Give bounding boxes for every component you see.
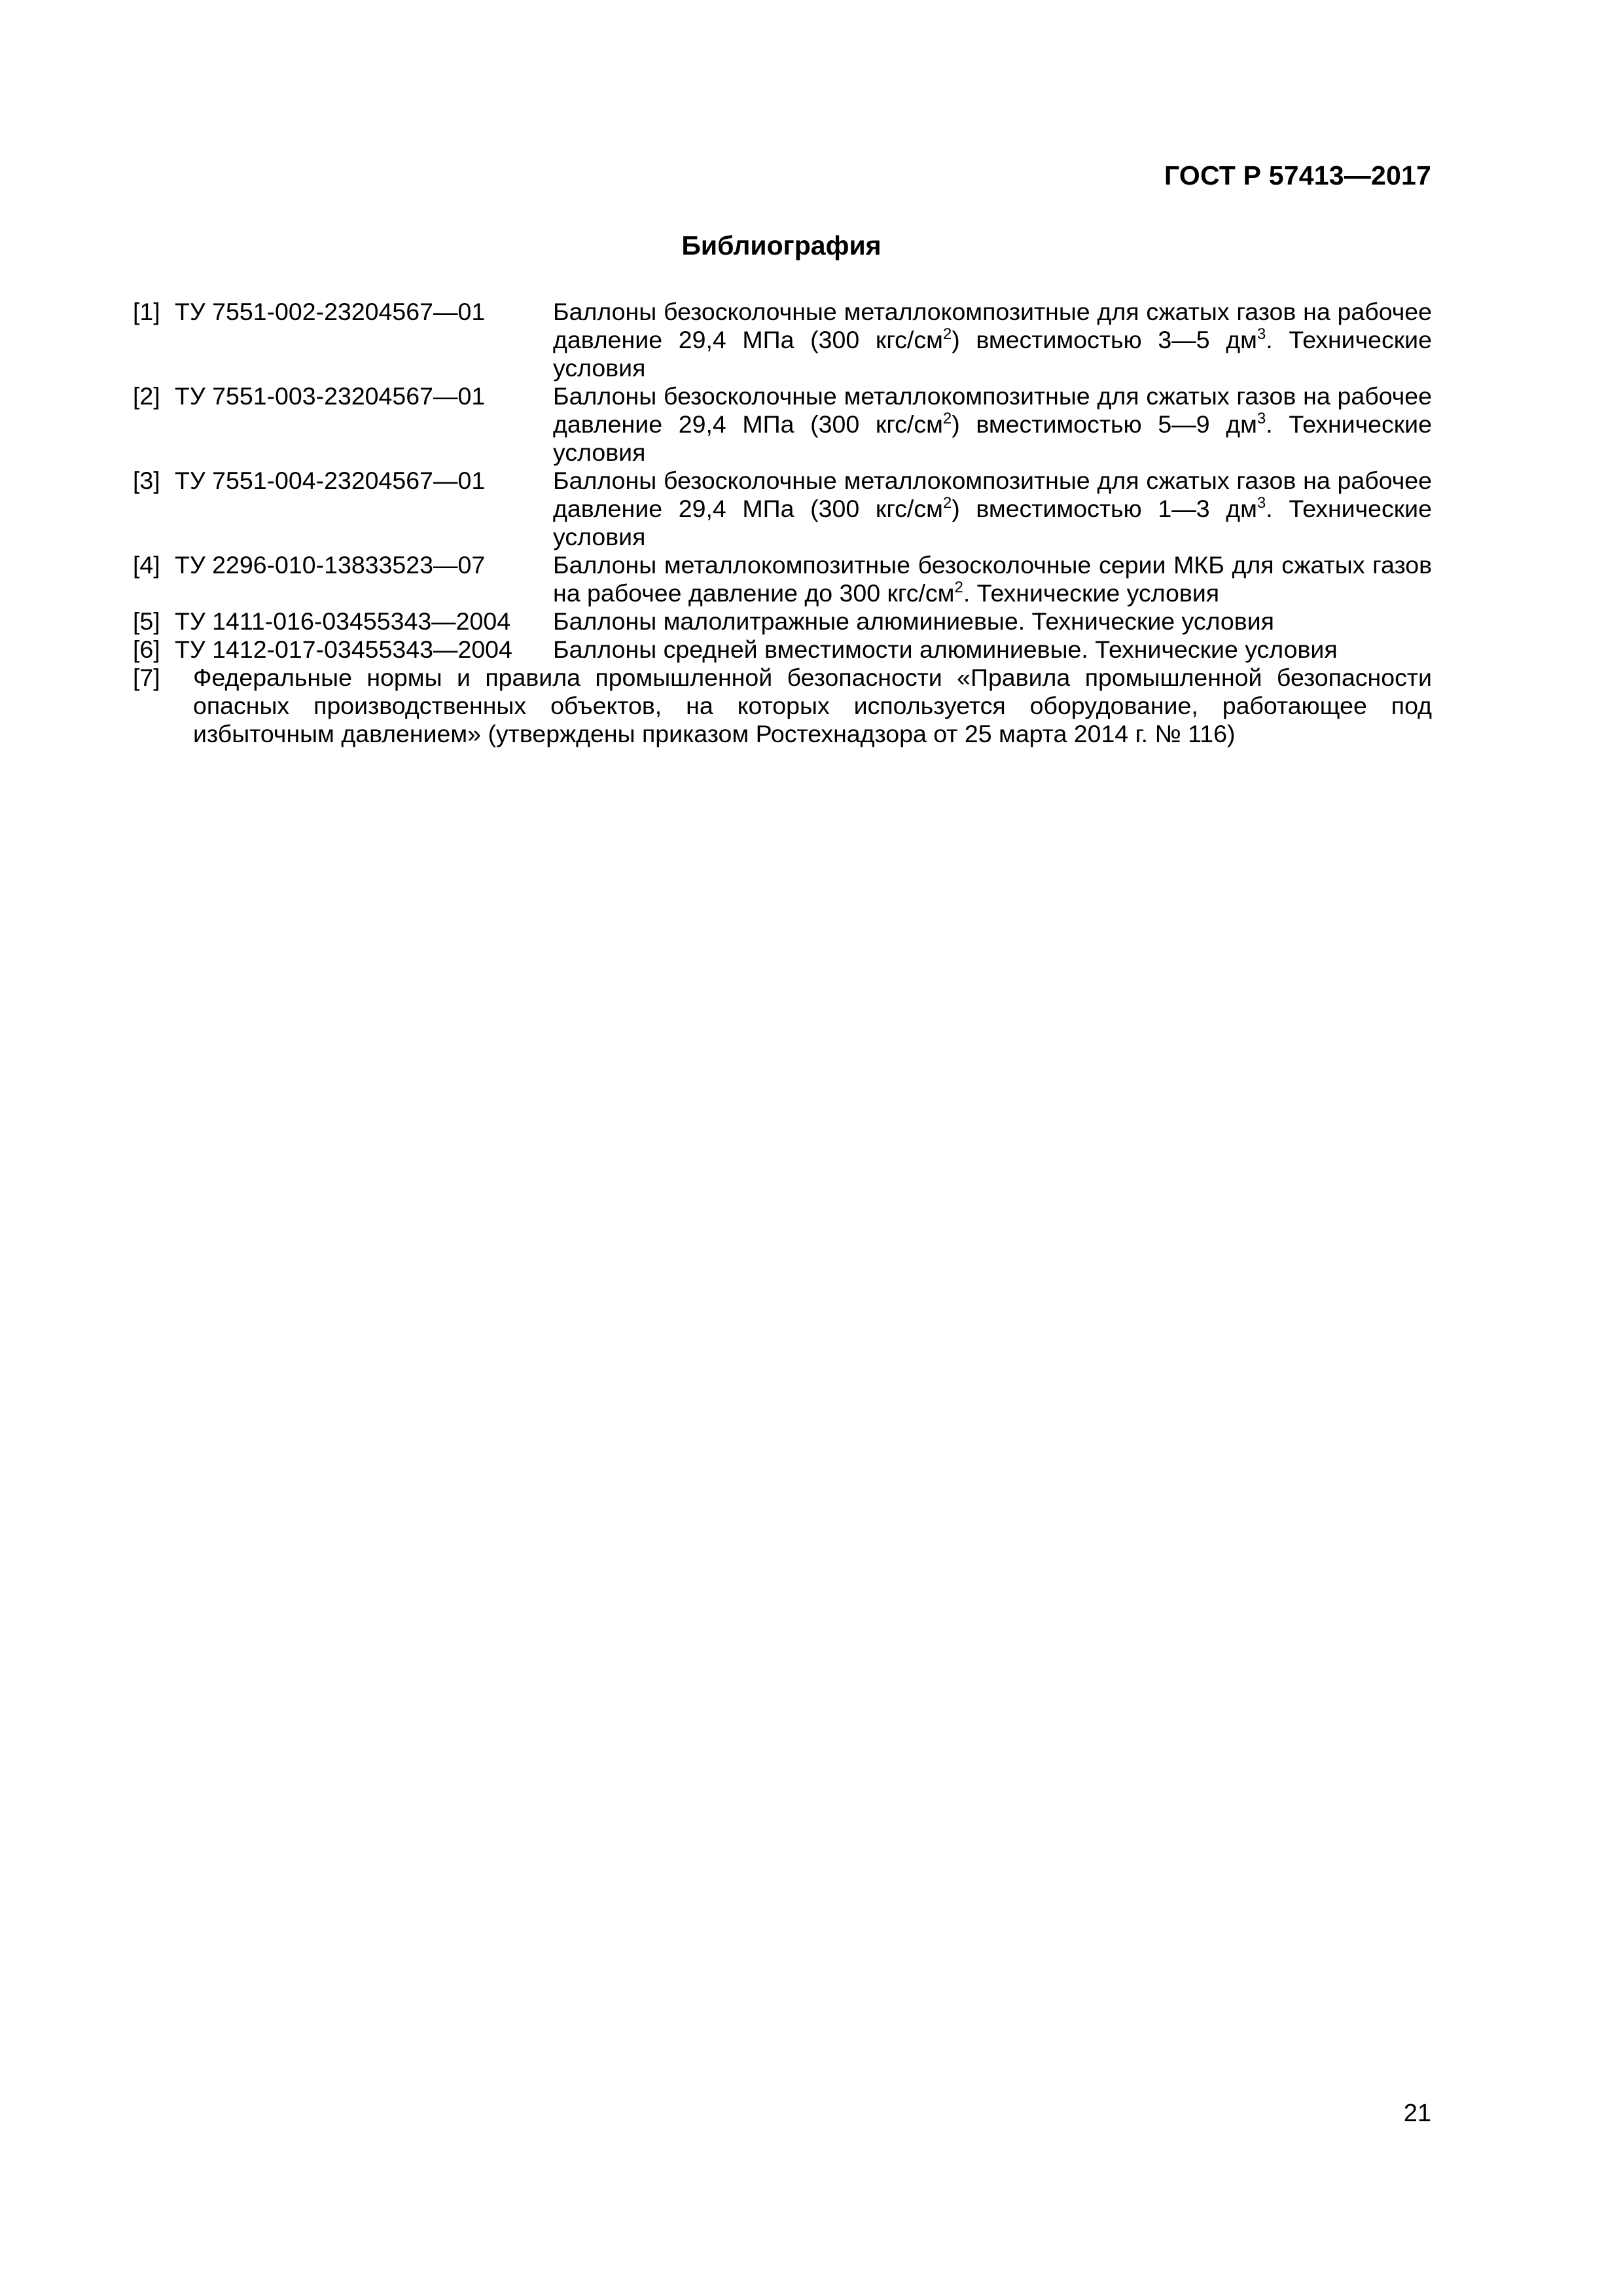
entry-number: [7]: [133, 664, 160, 691]
entry-description: Баллоны безосколочные металлокомпозитные для сжатых газов на рабочее давление 29,4 МПа (300 кгс/$см^2$) вместимостью 3—5 $дм^3$. Технические условия: [553, 298, 1432, 382]
entry-number: [4]: [133, 551, 160, 579]
entry-description: Баллоны малолитражные алюминиевые. Технические условия: [553, 607, 1274, 635]
entry-code: ТУ 7551-003-23204567—01: [175, 382, 486, 410]
entry-description: Баллоны безосколочные металлокомпозитные для сжатых газов на рабочее давление 29,4 МПа (300 кгс/$см^2$) вместимостью 5—9 $дм^3$. Технические условия: [553, 382, 1432, 466]
entry-number: [3]: [133, 467, 160, 494]
bibliography-entry: [133, 467, 1432, 551]
entry-code: ТУ 7551-004-23204567—01: [175, 467, 486, 494]
entry-description: Баллоны металлокомпозитные безосколочные серии МКБ для сжатых газов на рабочее давление до 300 кгс/$см^2$. Технические условия: [553, 551, 1432, 607]
bibliography-entry: [133, 298, 1432, 382]
entry-description: Баллоны средней вместимости алюминиевые. Технические условия: [553, 636, 1338, 663]
entry-number: [6]: [133, 636, 160, 663]
entry-code: ТУ 1411-016-03455343—2004: [175, 607, 511, 635]
entry-code: ТУ 7551-002-23204567—01: [175, 298, 486, 325]
bibliography-entry: [133, 664, 1432, 748]
bibliography-entry: [133, 382, 1432, 467]
page-number: 21: [1403, 2100, 1431, 2127]
entry-number: [5]: [133, 607, 160, 635]
bibliography-entry: [133, 636, 1432, 664]
entry-description: Баллоны безосколочные металлокомпозитные для сжатых газов на рабочее давление 29,4 МПа (300 кгс/$см^2$) вместимостью 1—3 $дм^3$. Технические условия: [553, 467, 1432, 550]
entry-code: ТУ 2296-010-13833523—07: [175, 551, 486, 579]
entry-code: ТУ 1412-017-03455343—2004: [175, 636, 512, 663]
bibliography-title: Библиография: [681, 230, 882, 260]
entry-number: [1]: [133, 298, 160, 325]
bibliography-entry: [133, 607, 1432, 636]
bibliography-list: [133, 298, 1432, 748]
entry-number: [2]: [133, 382, 160, 410]
document-code: ГОСТ Р 57413—2017: [1164, 160, 1431, 190]
bibliography-entry: [133, 551, 1432, 607]
entry-description: Федеральные нормы и правила промышленной безопасности «Правила промышленной безопасности опасных производственных объектов, на которых используется оборудование, работающее под избыточным давлением» (утверждены приказом Ростехнадзора от 25 марта 2014 г. № 116): [193, 664, 1432, 747]
